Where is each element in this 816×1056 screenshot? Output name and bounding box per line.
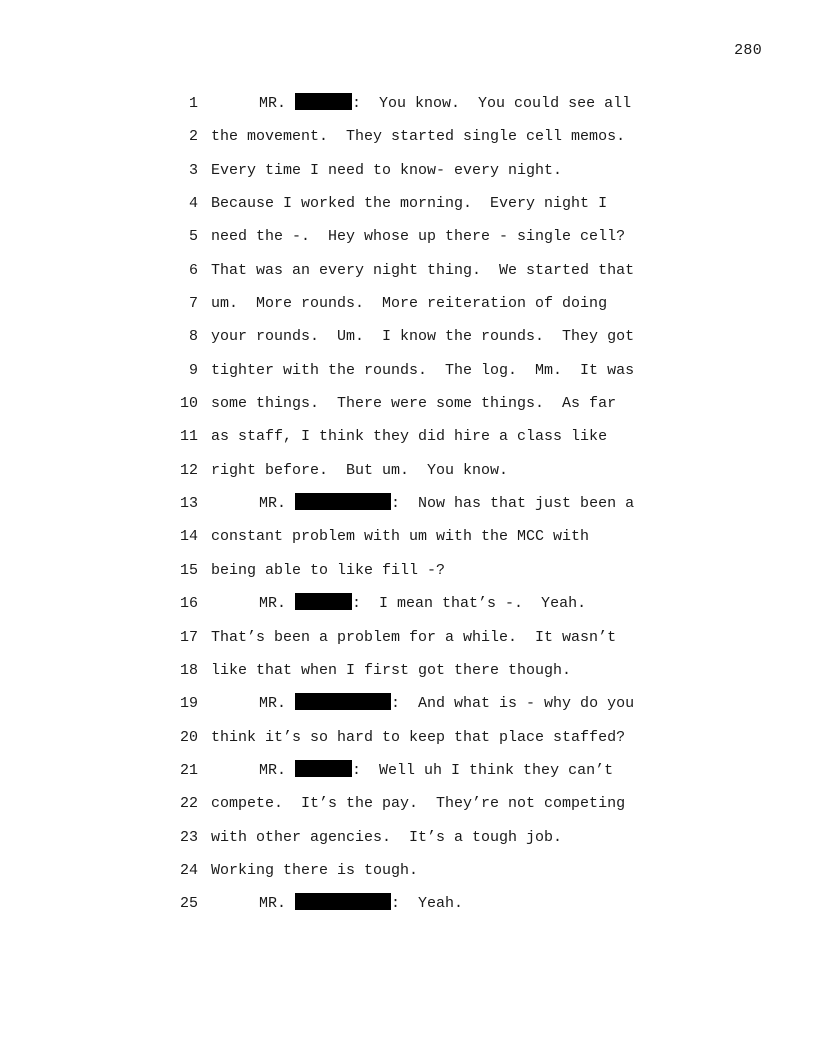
transcript-line xyxy=(170,87,690,120)
line-number: 21 xyxy=(179,761,198,779)
redaction-box xyxy=(295,893,391,910)
speaker-label: MR. xyxy=(259,495,287,513)
transcript-line xyxy=(170,220,690,253)
transcript-line xyxy=(170,454,690,487)
transcript-line xyxy=(170,887,690,920)
speaker-statement: : I mean that’s -. Yeah. xyxy=(352,595,587,613)
transcript-text: need the -. Hey whose up there - single cell? xyxy=(211,228,626,246)
line-text xyxy=(211,220,625,253)
transcript-line xyxy=(170,787,690,820)
transcript-line xyxy=(170,420,690,453)
redaction-box xyxy=(295,493,391,510)
line-number: 8 xyxy=(188,328,198,346)
transcript-line xyxy=(170,287,690,320)
speaker-label: MR. xyxy=(259,95,287,112)
transcript-line xyxy=(170,687,690,720)
speaker-label: MR. xyxy=(259,761,287,779)
transcript-text: Because I worked the morning. Every night I xyxy=(211,195,608,213)
transcript-line xyxy=(170,554,690,587)
line-text xyxy=(211,354,634,387)
transcript-line xyxy=(170,754,690,787)
transcript-line xyxy=(170,721,690,754)
line-text xyxy=(211,754,613,787)
transcript-line xyxy=(170,320,690,353)
line-number: 23 xyxy=(179,828,198,846)
line-text xyxy=(211,320,634,353)
transcript-line xyxy=(170,520,690,553)
transcript-text: That’s been a problem for a while. It wasn’t xyxy=(211,628,617,646)
line-number: 13 xyxy=(179,495,198,513)
speaker-statement: : You know. You could see all xyxy=(352,95,632,112)
redaction-box xyxy=(295,593,352,610)
line-text xyxy=(211,187,607,220)
line-text xyxy=(211,687,634,720)
transcript-text: That was an every night thing. We started that xyxy=(211,261,635,279)
transcript-text: um. More rounds. More reiteration of doing xyxy=(211,295,608,313)
transcript-line xyxy=(170,654,690,687)
transcript-line xyxy=(170,854,690,887)
speaker-statement: : Now has that just been a xyxy=(391,495,635,513)
line-number: 6 xyxy=(188,261,198,279)
transcript-line xyxy=(170,821,690,854)
line-number: 4 xyxy=(188,195,198,213)
line-number: 15 xyxy=(179,561,198,579)
line-number: 9 xyxy=(188,361,198,379)
line-number: 20 xyxy=(179,728,198,746)
transcript-text: right before. But um. You know. xyxy=(211,461,509,479)
speaker-label: MR. xyxy=(259,595,287,613)
speaker-label: MR. xyxy=(259,695,287,713)
transcript-text: Working there is tough. xyxy=(211,861,419,879)
line-text xyxy=(211,520,589,553)
line-number: 24 xyxy=(179,861,198,879)
transcript-text: some things. There were some things. As far xyxy=(211,395,617,413)
line-number: 19 xyxy=(179,695,198,713)
redaction-box xyxy=(295,93,352,110)
line-number: 25 xyxy=(179,895,198,913)
line-text xyxy=(211,154,562,187)
line-text xyxy=(211,621,616,654)
line-number: 2 xyxy=(188,128,198,146)
line-number: 1 xyxy=(188,95,198,112)
transcript-text: being able to like fill -? xyxy=(211,561,446,579)
transcript-text: think it’s so hard to keep that place staffed? xyxy=(211,728,626,746)
line-text xyxy=(211,420,607,453)
transcript-text: compete. It’s the pay. They’re not competing xyxy=(211,795,626,813)
line-number: 22 xyxy=(179,795,198,813)
transcript-text: constant problem with um with the MCC with xyxy=(211,528,590,546)
transcript-text: with other agencies. It’s a tough job. xyxy=(211,828,563,846)
line-text xyxy=(211,87,631,120)
transcript-text: Every time I need to know- every night. xyxy=(211,161,563,179)
line-text xyxy=(211,787,625,820)
line-number: 11 xyxy=(179,428,198,446)
line-text xyxy=(211,254,634,287)
transcript-text: your rounds. Um. I know the rounds. They got xyxy=(211,328,635,346)
transcript-line xyxy=(170,120,690,153)
transcript-line xyxy=(170,254,690,287)
transcript-line xyxy=(170,621,690,654)
speaker-statement: : And what is - why do you xyxy=(391,695,635,713)
redaction-box xyxy=(295,760,352,777)
line-text xyxy=(211,887,463,920)
line-text xyxy=(211,287,607,320)
line-text xyxy=(211,587,586,620)
speaker-statement: : Yeah. xyxy=(391,895,464,913)
page-number: 280 xyxy=(734,42,762,59)
line-number: 14 xyxy=(179,528,198,546)
transcript-line xyxy=(170,487,690,520)
line-text xyxy=(211,387,616,420)
transcript-text: the movement. They started single cell memos. xyxy=(211,128,626,146)
transcript-line xyxy=(170,387,690,420)
transcript-text: like that when I first got there though. xyxy=(211,661,572,679)
transcript-text: as staff, I think they did hire a class like xyxy=(211,428,608,446)
transcript-line xyxy=(170,187,690,220)
speaker-statement: : Well uh I think they can’t xyxy=(352,761,614,779)
line-number: 5 xyxy=(188,228,198,246)
line-number: 17 xyxy=(179,628,198,646)
transcript-body xyxy=(170,87,690,921)
transcript-line xyxy=(170,354,690,387)
line-text xyxy=(211,554,445,587)
line-number: 18 xyxy=(179,661,198,679)
line-text xyxy=(211,120,625,153)
line-text xyxy=(211,821,562,854)
line-number: 7 xyxy=(188,295,198,313)
redaction-box xyxy=(295,693,391,710)
line-number: 3 xyxy=(188,161,198,179)
speaker-label: MR. xyxy=(259,895,287,913)
line-number: 12 xyxy=(179,461,198,479)
line-text xyxy=(211,854,418,887)
line-text xyxy=(211,721,625,754)
line-text xyxy=(211,487,634,520)
line-text xyxy=(211,654,571,687)
transcript-line xyxy=(170,154,690,187)
line-number: 16 xyxy=(179,595,198,613)
line-text xyxy=(211,454,508,487)
transcript-text: tighter with the rounds. The log. Mm. It was xyxy=(211,361,635,379)
line-number: 10 xyxy=(179,395,198,413)
transcript-line xyxy=(170,587,690,620)
